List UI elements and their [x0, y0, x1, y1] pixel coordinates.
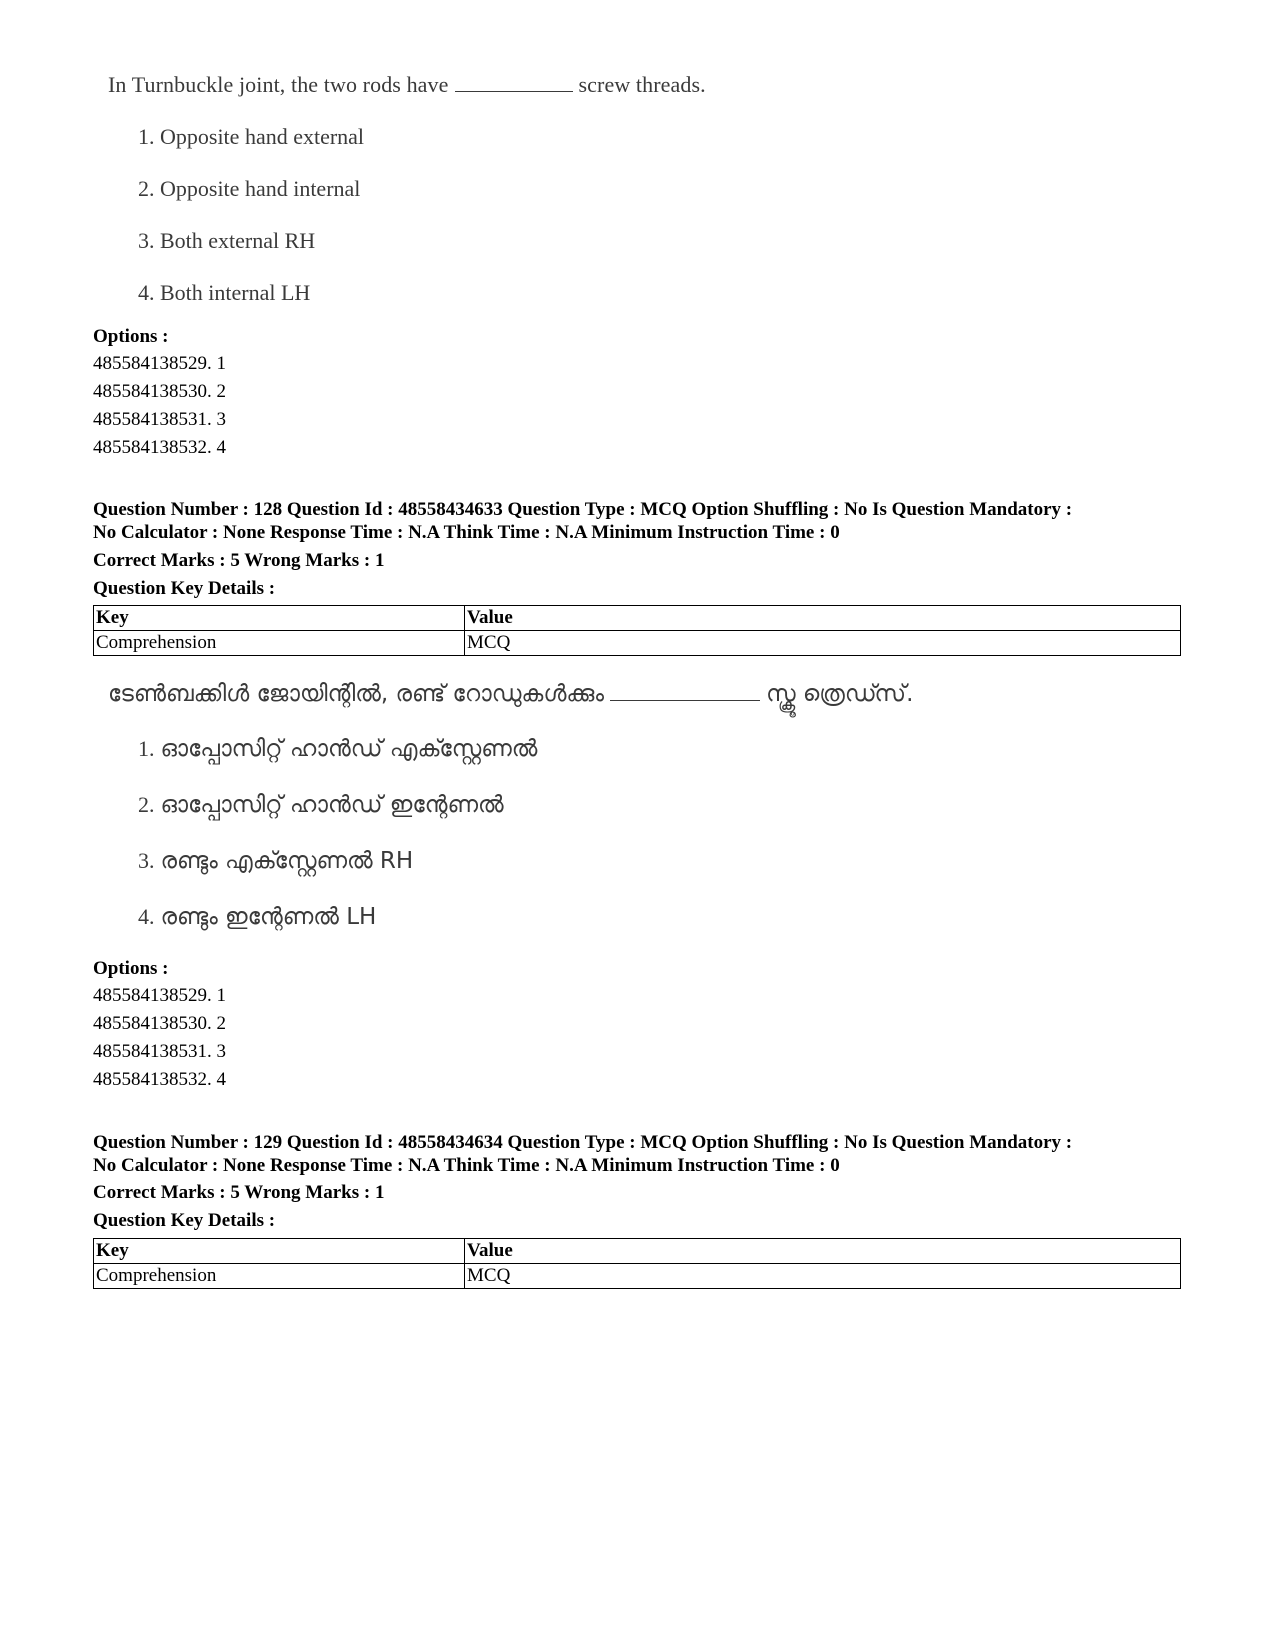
table-cell-key: Comprehension	[94, 1264, 465, 1289]
choice-4: 4. Both internal LH	[138, 280, 311, 305]
option-item: 485584138531. 3	[93, 1041, 226, 1062]
table-row	[94, 1264, 1181, 1289]
choice-number: 2.	[138, 792, 155, 817]
choice-4	[138, 904, 376, 930]
question-stem-part2: screw threads.	[578, 72, 706, 97]
choice-text: രണ്ടും എക്സ്റ്റേണൽ RH	[160, 848, 414, 874]
question-meta-line1: Question Number : 128 Question Id : 48558434633 Question Type : MCQ Option Shuffling : No Is Question Mandatory :	[93, 499, 1073, 520]
option-item: 485584138531. 3	[93, 409, 226, 430]
question-meta-line2: No Calculator : None Response Time : N.A Think Time : N.A Minimum Instruction Time : 0	[93, 1155, 840, 1176]
question-stem-part1: ടേൺബക്കിൾ ജോയിന്റിൽ, രണ്ട് റോഡുകൾക്കും	[108, 681, 605, 707]
choice-text: ഓപ്പോസിറ്റ് ഹാൻഡ് എക്സ്റ്റേണൽ	[160, 736, 538, 762]
marks-line: Correct Marks : 5 Wrong Marks : 1	[93, 550, 385, 571]
choice-2: 2. Opposite hand internal	[138, 176, 361, 201]
choice-number: 4.	[138, 904, 155, 929]
key-details-heading: Question Key Details :	[93, 1210, 276, 1231]
question-stem-part1: In Turnbuckle joint, the two rods have	[108, 72, 449, 97]
choice-number: 3.	[138, 848, 155, 873]
table-header-key: Key	[94, 1239, 465, 1264]
choice-3: 3. Both external RH	[138, 228, 316, 253]
table-row	[94, 631, 1181, 656]
options-heading: Options :	[93, 958, 169, 979]
question-stem	[108, 72, 706, 98]
table-header-value: Value	[465, 1239, 1181, 1264]
key-details-heading: Question Key Details :	[93, 578, 276, 599]
option-item: 485584138529. 1	[93, 353, 226, 374]
table-header-key: Key	[94, 606, 465, 631]
choice-text: ഓപ്പോസിറ്റ് ഹാൻഡ് ഇന്റേണൽ	[160, 792, 504, 818]
option-item: 485584138532. 4	[93, 1069, 226, 1090]
question-image-english	[108, 72, 706, 305]
table-header-value: Value	[465, 606, 1181, 631]
table-row	[94, 606, 1181, 631]
question-image-malayalam	[108, 680, 914, 930]
key-table	[93, 1238, 1181, 1289]
question-stem-part2: സ്ക്രൂ ത്രെഡ്സ്.	[766, 681, 914, 707]
answer-blank	[610, 680, 760, 701]
question-meta-line1: Question Number : 129 Question Id : 48558434634 Question Type : MCQ Option Shuffling : No Is Question Mandatory :	[93, 1132, 1073, 1153]
option-item: 485584138530. 2	[93, 1013, 226, 1034]
options-heading: Options :	[93, 326, 169, 347]
choice-1: 1. Opposite hand external	[138, 124, 365, 149]
choice-1	[138, 736, 537, 762]
table-cell-value: MCQ	[465, 1264, 1181, 1289]
choice-text: രണ്ടും ഇന്റേണൽ LH	[160, 904, 377, 930]
question-meta	[93, 1131, 1183, 1177]
choice-3	[138, 848, 413, 874]
option-item: 485584138529. 1	[93, 985, 226, 1006]
question-meta-line2: No Calculator : None Response Time : N.A Think Time : N.A Minimum Instruction Time : 0	[93, 522, 840, 543]
answer-blank	[455, 73, 573, 92]
question-stem	[108, 680, 913, 707]
option-item: 485584138530. 2	[93, 381, 226, 402]
question-meta	[93, 498, 1183, 544]
table-cell-value: MCQ	[465, 631, 1181, 656]
option-item: 485584138532. 4	[93, 437, 226, 458]
choice-2	[138, 792, 504, 818]
table-row	[94, 1239, 1181, 1264]
table-cell-key: Comprehension	[94, 631, 465, 656]
key-table	[93, 605, 1181, 656]
marks-line: Correct Marks : 5 Wrong Marks : 1	[93, 1182, 385, 1203]
choice-number: 1.	[138, 736, 155, 761]
